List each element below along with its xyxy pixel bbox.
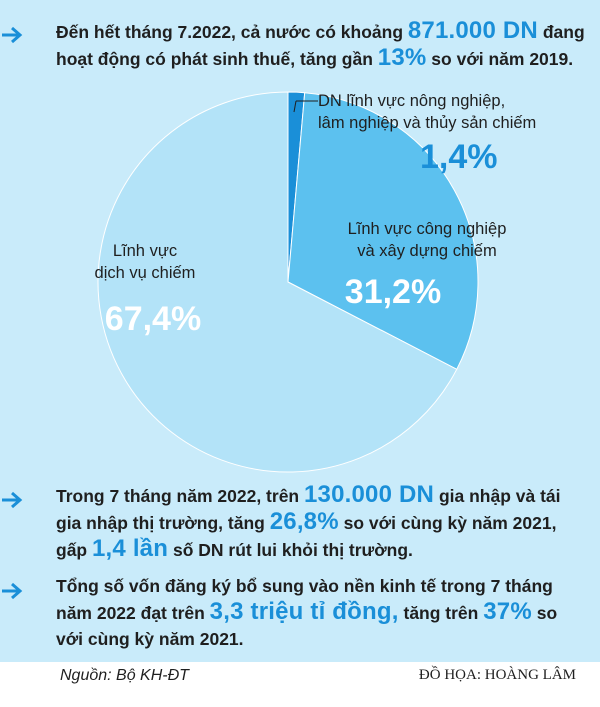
intro-text-mid: đang hoạt động có phát sinh thuế, tăng gần [56,22,585,69]
agri-label-line2: lâm nghiệp và thủy sản chiếm [318,114,537,132]
industry-label-line1: Lĩnh vực công nghiệp [347,220,507,238]
bullet2-text-mid1: gia nhập và tái gia nhập thị trường, tăng [56,486,561,533]
bullet2-text [56,482,586,563]
services-label [70,240,220,284]
services-percent: 67,4% [104,300,202,338]
industry-label [322,218,532,262]
intro-text-post: so với năm 2019. [426,49,574,69]
industry-percent: 31,2% [344,273,442,311]
bullet2-highlight-firms: 130.000 DN [303,481,435,508]
bullet2-text-pre: Trong 7 tháng năm 2022, trên [56,486,304,506]
source-note: Nguồn: Bộ KH-ĐT [60,667,189,684]
agri-label-line1: DN lĩnh vực nông nghiệp, [318,92,506,110]
bullet2-text-mid2: so với cùng kỳ năm 2021, gấp [56,513,557,560]
bullet3-highlight-growth: 37% [483,598,532,625]
agri-label [318,90,578,134]
bullet3-text-pre: Tổng số vốn đăng ký bổ sung vào nền kinh tế trong 7 tháng năm 2022 đạt trên [56,576,553,623]
intro-highlight-firms: 871.000 DN [407,17,538,44]
agri-percent: 1,4% [420,138,498,176]
bullet3-text-mid: tăng trên [398,603,484,623]
arrow-icon [0,487,26,513]
bullet2-highlight-ratio: 1,4 lần [91,535,169,562]
services-label-line2: dịch vụ chiếm [94,264,196,282]
arrow-icon [0,578,26,604]
bullet2-text-post: số DN rút lui khỏi thị trường. [168,540,413,560]
bullet3-text-post: so với cùng kỳ năm 2021. [56,603,558,649]
intro-text-pre: Đến hết tháng 7.2022, cả nước có khoảng [56,22,408,42]
industry-label-line2: và xây dựng chiếm [357,242,497,260]
bullet2-highlight-growth: 26,8% [269,508,339,535]
bullet3-text [56,573,586,652]
intro-highlight-growth: 13% [377,44,427,71]
services-label-line1: Lĩnh vực [112,242,178,260]
graphic-credit: ĐỒ HỌA: HOÀNG LÂM [418,667,576,683]
bullet3-highlight-capital: 3,3 triệu tỉ đồng, [209,598,399,625]
